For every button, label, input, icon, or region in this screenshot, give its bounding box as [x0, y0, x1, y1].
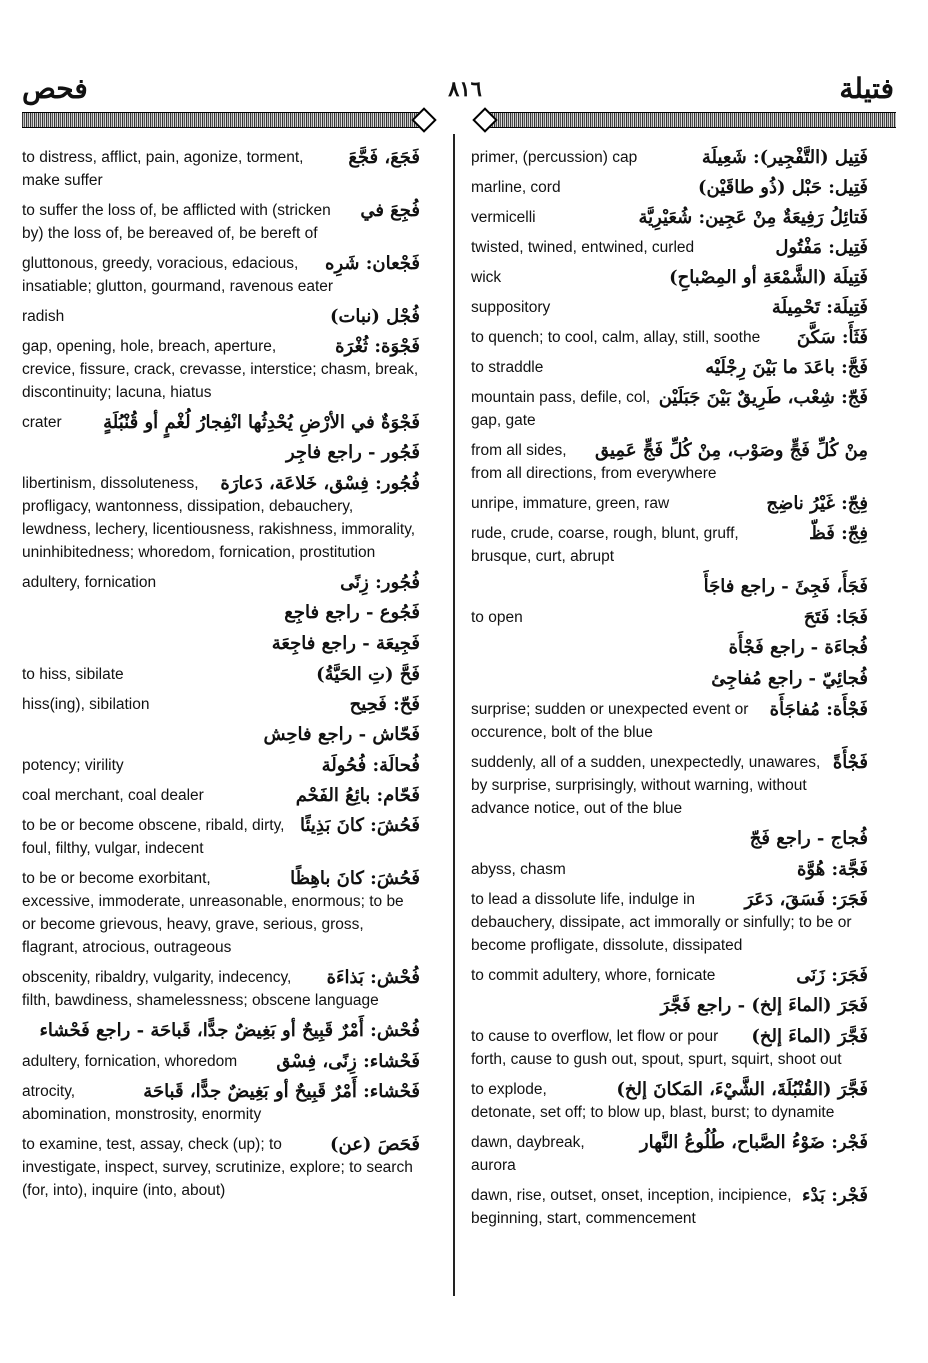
entry-english-definition: wick: [471, 269, 502, 286]
entry-arabic-headword: فَجَرَ: فَسَقَ، دَعَرَ: [744, 889, 868, 910]
right-column: [471, 146, 868, 1237]
entry-english-definition: surprise; sudden or unexpected event or occurence, bolt of the blue: [471, 701, 749, 741]
entry-arabic-headword: فَجْأَة: مُفاجَأَة: [769, 699, 868, 720]
dictionary-entry: [22, 411, 420, 434]
entry-arabic-headword: فَحَّ (تِ الحَيَّةُ): [316, 664, 420, 685]
dictionary-entry: [22, 146, 420, 192]
entry-english-definition: to straddle: [471, 359, 544, 376]
entry-arabic-headword: فَجّ: شِعْب، طَرِيقٌ بَيْنَ جَبَلَيْن: [658, 387, 868, 408]
entry-english-definition: atrocity, abomination, monstrosity, enormity: [22, 1083, 262, 1123]
left-column: [22, 146, 420, 1209]
entry-arabic-headword: فَحْشاء: زِنًى، فِسْق: [276, 1051, 420, 1072]
entry-arabic-headword: فَتِيلَة (الشَّمْعَةِ أو المِصْباحِ): [669, 267, 868, 288]
entry-english-definition: to be or become exorbitant, excessive, immoderate, unreasonable, enormous; to be or become grievous, heavy, grave, serious, gross, flagrant, atrocious, outrageous: [22, 870, 404, 956]
entry-arabic-headword: فَجَرَ: زَنَى: [796, 965, 868, 986]
dictionary-entry: [22, 784, 420, 807]
dictionary-entry: [22, 1050, 420, 1073]
entry-arabic-headword: فِجّ: فَظّ: [809, 523, 868, 544]
entry-arabic-headword: فُجْل (نبات): [329, 306, 420, 327]
dictionary-entry: [22, 335, 420, 404]
entry-arabic-headword: فَحْشاء: أَمْرٌ قَبِيحٌ أو بَغِيضٌ جدًّا، قَباحَة: [143, 1081, 420, 1102]
entry-arabic-headword: فَجْعان: شَرِه: [325, 253, 420, 274]
entry-arabic-headword: فُحْش: بَذاءَة: [326, 967, 420, 988]
entry-arabic-crossref: فَجُور - راجع فاجِر: [285, 442, 420, 463]
entry-english-definition: to be or become obscene, ribald, dirty, foul, filthy, vulgar, indecent: [22, 817, 285, 857]
header-rule-right: [486, 112, 896, 128]
entry-english-definition: to open: [471, 609, 523, 626]
entry-arabic-headword: فَتِيل (التَّفْجِير): شَعِيلَة: [701, 147, 868, 168]
entry-arabic-headword: فَتائِلُ رَفِيعَةٌ مِنْ عَجِين: شُعَيْرِيَّة: [638, 207, 868, 228]
dictionary-entry: [471, 888, 868, 957]
dictionary-entry: [22, 305, 420, 328]
entry-arabic-headword: فَجَعَ، فَجَّعَ: [348, 147, 420, 168]
dictionary-entry: [471, 964, 868, 987]
entry-arabic-crossref: فُحْش: أَمْرٌ قَبِيحٌ أو بَغِيضٌ جدًّا، قَباحَة - راجع فَحْشاء: [39, 1020, 420, 1041]
entry-english-definition: unripe, immature, green, raw: [471, 495, 670, 512]
dictionary-entry: [22, 571, 420, 594]
right-headword: فتيلة: [839, 72, 894, 105]
dictionary-entry: [471, 236, 868, 259]
dictionary-entry: [471, 266, 868, 289]
entry-arabic-crossref: فُجاج - راجع فَجّ: [749, 828, 868, 849]
dictionary-entry: [471, 1184, 868, 1230]
column-divider: [453, 134, 455, 1296]
dictionary-entry: [471, 1078, 868, 1124]
entry-english-definition: to commit adultery, whore, fornicate: [471, 967, 716, 984]
dictionary-entry: [471, 386, 868, 432]
dictionary-entry: [471, 176, 868, 199]
entry-english-definition: to quench; to cool, calm, allay, still, soothe: [471, 329, 761, 346]
entry-arabic-headword: فَجْر: بَدْء: [802, 1185, 868, 1206]
entry-english-definition: primer, (percussion) cap: [471, 149, 638, 166]
entry-arabic-crossref: فَجَرَ (الماءَ إلخ) - راجع فَجَّرَ: [660, 995, 868, 1016]
entry-arabic-headword: فَجْر: ضَوْءُ الصَّباح، طُلُوعُ النَّهار: [639, 1132, 868, 1153]
dictionary-entry: [471, 326, 868, 349]
entry-arabic-crossref: فَحّاش - راجع فاحِش: [263, 724, 420, 745]
entry-english-definition: marline, cord: [471, 179, 561, 196]
entry-arabic-headword: فَجَّرَ (الماءَ إلخ): [751, 1026, 868, 1047]
dictionary-entry: [22, 814, 420, 860]
dictionary-entry: [22, 252, 420, 298]
entry-english-definition: to examine, test, assay, check (up); to investigate, inspect, survey, scrutinize, explore; to search (for, into), inquire (into, about): [22, 1136, 413, 1199]
entry-english-definition: obscenity, ribaldry, vulgarity, indecency, filth, bawdiness, shamelessness; obscene language: [22, 969, 379, 1009]
entry-english-definition: gap, opening, hole, breach, aperture, crevice, fissure, crack, crevasse, interstice; chasm, break, discontinuity; lacuna, hiatus: [22, 338, 419, 401]
entry-arabic-headword: فُجُور: فِسْق، خَلاعَة، دَعارَة: [220, 473, 420, 494]
entry-arabic-headword: فَجْأَةً: [832, 752, 868, 773]
entry-english-definition: dawn, daybreak, aurora: [471, 1134, 585, 1174]
header-rule-left: [22, 112, 422, 128]
dictionary-entry: [471, 492, 868, 515]
entry-arabic-headword: فُجِعَ في: [360, 200, 420, 221]
dictionary-entry: [22, 693, 420, 716]
dictionary-entry: [471, 439, 868, 485]
dictionary-entry: [471, 1025, 868, 1071]
entry-english-definition: vermicelli: [471, 209, 536, 226]
entry-arabic-headword: فَثَأَ: سَكَّنَ: [796, 327, 868, 348]
page-header: [0, 72, 928, 112]
entry-arabic-headword: مِنْ كُلِّ فَجٍّ وصَوْب، مِنْ كُلِّ فَجٍّ عَمِيق: [594, 440, 868, 461]
entry-arabic-headword: فَحَصَ (عن): [329, 1134, 420, 1155]
entry-arabic-headword: فَجَّة: هُوَّة: [796, 859, 868, 880]
entry-english-definition: coal merchant, coal dealer: [22, 787, 204, 804]
entry-arabic-crossref: فَجُوع - راجع فاجِع: [284, 602, 420, 623]
entry-english-definition: gluttonous, greedy, voracious, edacious, insatiable; glutton, gourmand, ravenous eater: [22, 255, 334, 295]
entry-english-definition: to suffer the loss of, be afflicted with (stricken by) the loss of, be bereaved of, be bereft of: [22, 202, 331, 242]
dictionary-entry: [22, 472, 420, 564]
entry-english-definition: rude, crude, coarse, rough, blunt, gruff, brusque, curt, abrupt: [471, 525, 739, 565]
entry-english-definition: to hiss, sibilate: [22, 666, 124, 683]
dictionary-entry: [471, 751, 868, 820]
entry-arabic-headword: فَتِيل: مَفْتُول: [775, 237, 868, 258]
entry-arabic-crossref: فَجِيعَة - راجع فاجِعَة: [271, 633, 420, 654]
dictionary-entry: [471, 698, 868, 744]
entry-english-definition: dawn, rise, outset, onset, inception, incipience, beginning, start, commencement: [471, 1187, 792, 1227]
dictionary-entry: [22, 966, 420, 1012]
entry-english-definition: suddenly, all of a sudden, unexpectedly, unawares, by surprise, surprisingly, without warning, without advance notice, out of the blue: [471, 754, 821, 817]
entry-english-definition: to lead a dissolute life, indulge in debauchery, dissipate, act immorally or sinfully; to be or become profligate, dissolute, dissipated: [471, 891, 852, 954]
entry-arabic-headword: فُحالَة: فُحُولَة: [321, 755, 420, 776]
entry-english-definition: hiss(ing), sibilation: [22, 696, 150, 713]
entry-arabic-headword: فَحّام: بائِعُ الفَحْم: [295, 785, 420, 806]
entry-arabic-headword: فَجَّ: باعَدَ ما بَيْنَ رِجْلَيْه: [705, 357, 868, 378]
entry-english-definition: libertinism, dissoluteness, profligacy, wantonness, dissipation, debauchery, lewdness, lechery, licentiousness, rakishness, immorality, uninhibitedness; whoredom, fornication, prostitution: [22, 475, 416, 561]
entry-english-definition: from all sides, from all directions, from everywhere: [471, 442, 717, 482]
dictionary-entry: [471, 1131, 868, 1177]
entry-arabic-crossref: فَجَأَ، فَجِئَ - راجع فاجَأَ: [703, 576, 868, 597]
dictionary-entry: [471, 146, 868, 169]
entry-arabic-crossref: فُجاءَة - راجع فَجْأَة: [728, 637, 868, 658]
entry-english-definition: mountain pass, defile, col, gap, gate: [471, 389, 651, 429]
left-headword: فحص: [22, 72, 88, 105]
dictionary-entry: [471, 356, 868, 379]
entry-english-definition: radish: [22, 308, 65, 325]
entry-arabic-headword: فَتِيل: حَبْل (ذُو طاقَيْن): [697, 177, 868, 198]
entry-arabic-headword: فَجْوَةٌ في الأرْضِ يُحْدِثُها انْفِجارُ لُغْمٍ أو قُنْبُلَةٍ: [103, 412, 420, 433]
entry-arabic-headword: فِجّ: غَيْرُ ناضِج: [766, 493, 868, 514]
page-number: ٨١٦: [448, 76, 482, 101]
entry-arabic-headword: فَحُشَ: كانَ باهِظًا: [290, 868, 420, 889]
dictionary-entry: [471, 206, 868, 229]
entry-english-definition: adultery, fornication, whoredom: [22, 1053, 238, 1070]
dictionary-entry: [22, 1080, 420, 1126]
entry-arabic-headword: فَجَّرَ (القُنْبُلَةَ، الشَّيْءَ، المَكانَ إلخ): [616, 1079, 868, 1100]
dictionary-entry: [471, 296, 868, 319]
entry-english-definition: to explode, detonate, set off; to blow up, blast, burst; to dynamite: [471, 1081, 835, 1121]
entry-arabic-headword: فَحُشَ: كانَ بَذِيئًا: [299, 815, 420, 836]
dictionary-entry: [22, 199, 420, 245]
dictionary-entry: [22, 867, 420, 959]
dictionary-entry: [22, 663, 420, 686]
dictionary-entry: [22, 754, 420, 777]
entry-english-definition: abyss, chasm: [471, 861, 566, 878]
entry-english-definition: potency; virility: [22, 757, 124, 774]
entry-english-definition: suppository: [471, 299, 551, 316]
entry-english-definition: adultery, fornication: [22, 574, 157, 591]
entry-arabic-headword: فُجُور: زِنًى: [340, 572, 420, 593]
entry-arabic-headword: فَحّ: فَحِيح: [349, 694, 420, 715]
entry-arabic-headword: فَجَا: فَتَحَ: [803, 607, 868, 628]
dictionary-entry: [22, 1133, 420, 1202]
entry-arabic-headword: فَجْوَة: ثُغْرَة: [335, 336, 420, 357]
entry-arabic-crossref: فُجائِيّ - راجع مُفاجِئ: [711, 668, 868, 689]
entry-arabic-headword: فَتِيلَة: تَحْمِيلَة: [771, 297, 868, 318]
dictionary-entry: [471, 522, 868, 568]
entry-english-definition: to distress, afflict, pain, agonize, torment, make suffer: [22, 149, 304, 189]
dictionary-entry: [471, 858, 868, 881]
entry-english-definition: crater: [22, 414, 62, 431]
entry-english-definition: twisted, twined, entwined, curled: [471, 239, 695, 256]
dictionary-entry: [471, 606, 868, 629]
entry-english-definition: to cause to overflow, let flow or pour forth, cause to gush out, spout, spurt, squirt, shoot out: [471, 1028, 842, 1068]
